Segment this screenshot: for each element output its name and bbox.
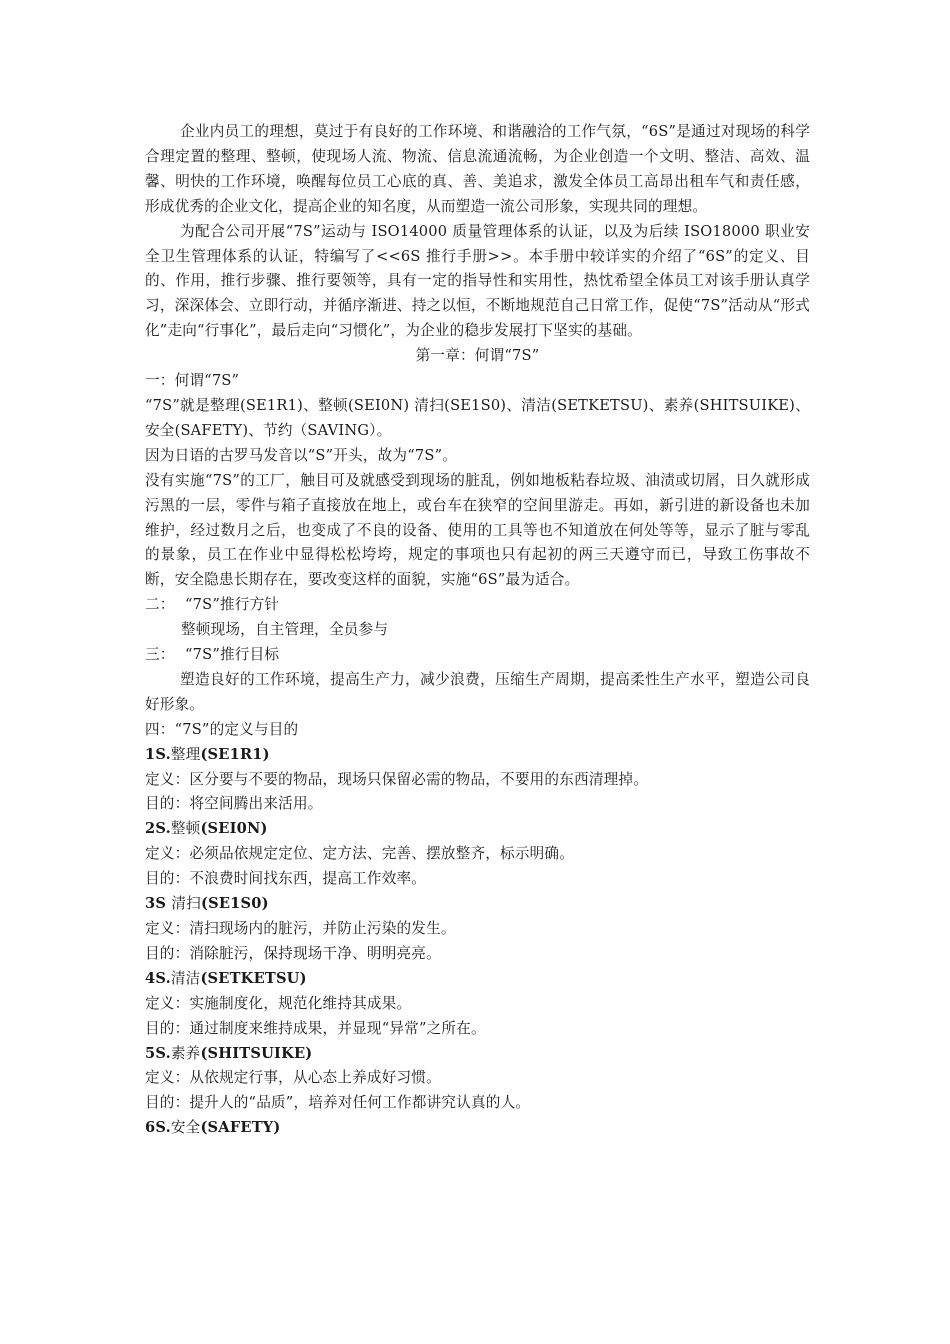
item-3-definition: 定义：清扫现场内的脏污，并防止污染的发生。 — [145, 920, 456, 937]
section-2-title: “7S”推行方针 — [185, 596, 280, 614]
item-2-purpose: 目的：不浪费时间找东西，提高工作效率。 — [145, 870, 427, 888]
item-5-definition: 定义：从依规定行事，从心态上养成好习惯。 — [145, 1069, 441, 1087]
item-1-number: 1S. — [145, 745, 171, 763]
item-4-purpose: 目的：通过制度来维持成果，并显现“异常”之所在。 — [145, 1019, 486, 1037]
item-1-code: (SE1R1) — [200, 745, 270, 763]
section-3-title: “7S”推行目标 — [185, 646, 280, 664]
item-1-heading — [145, 743, 810, 768]
section-3-heading — [145, 643, 810, 668]
item-2-number: 2S. — [145, 820, 171, 838]
item-5-heading — [145, 1042, 810, 1067]
item-3-purpose: 目的：消除脏污，保持现场干净、明明亮亮。 — [145, 944, 441, 962]
chapter-title — [145, 344, 810, 369]
section-3-body: 塑造良好的工作环境，提高生产力，减少浪费，压缩生产周期，提高柔性生产水平，塑造公司良好形象。 — [145, 670, 810, 713]
chapter-title-text: 第一章：何谓“7S” — [415, 347, 540, 365]
item-4-code: (SETKETSU) — [200, 969, 307, 987]
section-3-number: 三： — [145, 646, 175, 664]
section-1-origin: 因为日语的古罗马发音以“S”开头，故为“7S”。 — [145, 446, 458, 464]
item-1-definition: 定义：区分要与不要的物品，现场只保留必需的物品，不要用的东西清理掉。 — [145, 770, 648, 788]
item-3-name: 清扫 — [171, 895, 201, 913]
item-6-name: 安全 — [170, 1119, 201, 1137]
item-5-code: (SHITSUIKE) — [200, 1044, 313, 1062]
item-3-code: (SE1S0) — [200, 895, 269, 913]
item-2-name: 整顿 — [170, 820, 201, 838]
intro-paragraph-2: 为配合公司开展“7S”运动与 ISO14000 质量管理体系的认证，以及为后续 ISO18000 职业安全卫生管理体系的认证，特编写了<<6S 推行手册>>。本手册中较详实的介绍了“6S”的定义、目的、作用，推行步骤、推行要领等，具有一定的指导性和实用性，热忱希望全体员工对该手册认真学习，深深体会、立即行动，并循序渐进、持之以恒，不断地规范自己日常工作，促使“7S”活动从“形式化”走向“行事化”，最后走向“习惯化”，为企业的稳步发展打下坚实的基础。 — [145, 222, 810, 340]
section-4-heading: 四：“7S”的定义与目的 — [145, 720, 299, 738]
item-2-definition: 定义：必须品依规定定位、定方法、完善、摆放整齐，标示明确。 — [145, 845, 575, 863]
section-2-heading — [145, 593, 810, 618]
item-2-heading — [145, 817, 810, 842]
section-2-number: 二： — [145, 596, 175, 614]
intro-paragraph-1: 企业内员工的理想，莫过于有良好的工作环境、和谐融洽的工作气氛，“6S”是通过对现场的科学合理定置的整理、整顿，使现场人流、物流、信息流通流畅，为企业创造一个文明、整洁、高效、温馨、明快的工作环境，唤醒每位员工心底的真、善、美追求，激发全体员工高昂出租车气和责任感，形成优秀的企业文化，提高企业的知名度，从而塑造一流公司形象，实现共同的理想。 — [145, 123, 810, 215]
item-4-name: 清洁 — [170, 969, 201, 987]
section-2-body: 整顿现场，自主管理，全员参与 — [181, 621, 389, 639]
item-6-heading — [145, 1116, 810, 1141]
section-1-definition: “7S”就是整理(SE1R1)、整顿(SEI0N) 清扫(SE1S0)、清洁(SETKETSU)、素养(SHITSUIKE)、安全(SAFETY)、节约（SAVING）。 — [145, 396, 810, 439]
item-1-purpose: 目的：将空间腾出来活用。 — [145, 795, 323, 813]
section-1-heading: 一：何谓“7S” — [145, 372, 240, 390]
item-1-name: 整理 — [170, 745, 201, 763]
item-5-name: 素养 — [170, 1044, 201, 1062]
item-3-heading — [145, 892, 810, 917]
item-5-number: 5S. — [145, 1044, 171, 1062]
item-5-purpose: 目的：提升人的“品质”，培养对任何工作都讲究认真的人。 — [145, 1094, 531, 1112]
item-6-code: (SAFETY) — [200, 1119, 281, 1137]
item-4-number: 4S. — [145, 969, 171, 987]
item-4-heading — [145, 967, 810, 992]
section-1-body: 没有实施“7S”的工厂，触目可及就感受到现场的脏乱，例如地板粘春垃圾、油渍或切屑，日久就形成污黑的一层，零件与箱子直接放在地上，或台车在狭窄的空间里游走。再如，新引进的新设备也未加维护，经过数月之后，也变成了不良的设备、使用的工具等也不知道放在何处等等，显示了脏与零乱的景象，员工在作业中显得松松垮垮，规定的事项也只有起初的两三天遵守而已，导致工伤事故不断，安全隐患长期存在，要改变这样的面貌，实施“6S”最为适合。 — [145, 471, 810, 589]
document-page — [145, 120, 810, 1141]
item-2-code: (SEI0N) — [200, 820, 268, 838]
item-6-number: 6S. — [145, 1119, 171, 1137]
item-3-number: 3S — [145, 895, 172, 913]
item-4-definition: 定义：实施制度化，规范化维持其成果。 — [145, 994, 412, 1012]
